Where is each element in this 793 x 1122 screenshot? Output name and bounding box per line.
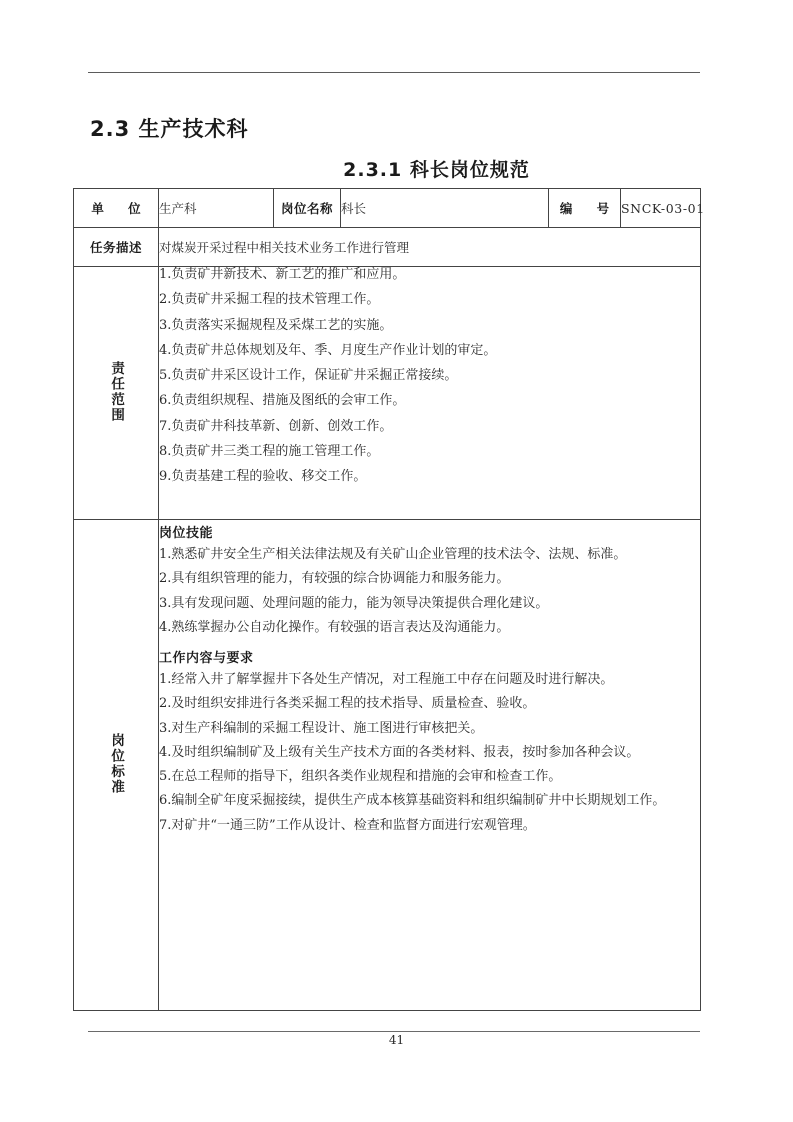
table-row-info xyxy=(74,189,701,228)
unit-value: 生产科 xyxy=(159,189,274,228)
list-item: 8.负责矿井三类工程的施工管理工作。 xyxy=(159,443,380,459)
unit-label: 单 位 xyxy=(74,189,159,228)
list-item: 9.负责基建工程的验收、移交工作。 xyxy=(159,469,367,484)
list-item: 7.负责矿井科技革新、创新、创效工作。 xyxy=(159,418,393,434)
task-description-value: 对煤炭开采过程中相关技术业务工作进行管理 xyxy=(159,228,701,267)
list-item: 4.负责矿井总体规划及年、季、月度生产作业计划的审定。 xyxy=(159,342,497,358)
page-number: 41 xyxy=(388,1033,405,1047)
responsibility-list xyxy=(159,267,700,485)
section-subtitle: 2.3.1 科长岗位规范 xyxy=(343,159,530,181)
code-value: SNCK-03-01 xyxy=(621,189,701,228)
list-item: 1.熟悉矿井安全生产相关法律法规及有关矿山企业管理的技术法令、法规、标准。 xyxy=(159,547,627,562)
table-row-standard xyxy=(74,520,701,1011)
list-item: 5.在总工程师的指导下，组织各类作业规程和措施的会审和检查工作。 xyxy=(159,769,562,784)
standard-label-cell xyxy=(74,520,159,1011)
task-description-label: 任务描述 xyxy=(74,228,159,267)
list-item: 4.及时组织编制矿及上级有关生产技术方面的各类材料、报表，按时参加各种会议。 xyxy=(159,744,640,760)
duties-list xyxy=(159,672,700,834)
responsibility-content-cell xyxy=(159,267,701,520)
list-item: 3.对生产科编制的采掘工程设计、施工图进行审核把关。 xyxy=(159,720,484,736)
list-item: 2.及时组织安排进行各类采掘工程的技术指导、质量检查、验收。 xyxy=(159,696,536,712)
list-item: 1.负责矿井新技术、新工艺的推广和应用。 xyxy=(159,267,406,282)
skills-list xyxy=(159,547,700,636)
list-item: 3.具有发现问题、处理问题的能力，能为领导决策提供合理化建议。 xyxy=(159,595,549,611)
skills-heading: 岗位技能 xyxy=(159,526,214,541)
responsibility-label: 责任范围 xyxy=(108,360,125,423)
list-item: 6.负责组织规程、措施及图纸的会审工作。 xyxy=(159,393,406,409)
standard-content-cell xyxy=(159,520,701,1011)
footer-divider-rule xyxy=(88,1031,700,1032)
list-item: 7.对矿井“一通三防”工作从设计、检查和监督方面进行宏观管理。 xyxy=(159,817,536,833)
list-item: 6.编制全矿年度采掘接续，提供生产成本核算基础资料和组织编制矿井中长期规划工作。 xyxy=(159,793,666,809)
table-row-task-description xyxy=(74,228,701,267)
duties-heading: 工作内容与要求 xyxy=(159,651,254,666)
list-item: 5.负责矿井采区设计工作，保证矿井采掘正常接续。 xyxy=(159,368,458,383)
position-value: 科长 xyxy=(341,189,549,228)
list-item: 4.熟练掌握办公自动化操作。有较强的语言表达及沟通能力。 xyxy=(159,619,510,635)
code-label: 编 号 xyxy=(549,189,621,228)
job-specification-table xyxy=(73,188,705,1011)
list-item: 1.经常入井了解掌握井下各处生产情况，对工程施工中存在问题及时进行解决。 xyxy=(159,672,614,687)
list-item: 2.负责矿井采掘工程的技术管理工作。 xyxy=(159,292,380,308)
list-item: 3.负责落实采掘规程及采煤工艺的实施。 xyxy=(159,317,393,333)
responsibility-label-cell xyxy=(74,267,159,520)
page-title: 2.3 生产技术科 xyxy=(90,117,249,141)
list-item: 2.具有组织管理的能力，有较强的综合协调能力和服务能力。 xyxy=(159,571,510,587)
position-label: 岗位名称 xyxy=(274,189,341,228)
standard-label: 岗位标准 xyxy=(108,732,125,795)
header-divider-rule xyxy=(88,72,700,73)
table-row-responsibility xyxy=(74,267,701,520)
